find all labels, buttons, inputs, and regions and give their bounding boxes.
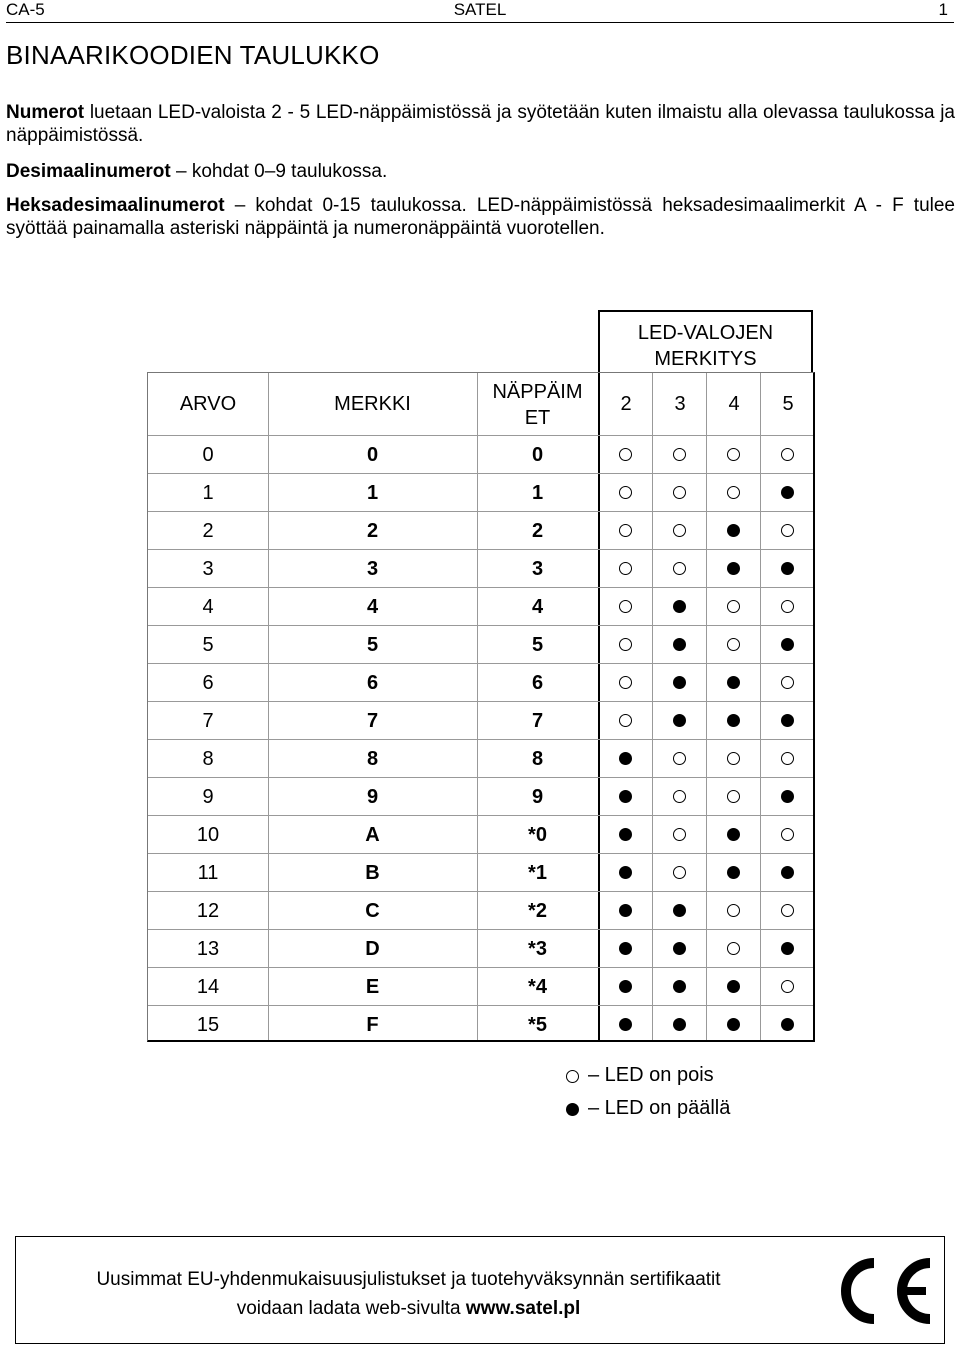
col-header-led-3: 3 — [674, 393, 686, 415]
cell-keys: 5 — [531, 634, 544, 656]
led-off-icon — [673, 828, 686, 841]
table-row — [148, 435, 813, 474]
cell-keys: 0 — [531, 444, 544, 466]
led-on-icon — [727, 828, 740, 841]
led-off-icon — [673, 866, 686, 879]
led-on-icon — [673, 904, 686, 917]
legend-led-off-text: – LED on pois — [588, 1064, 714, 1086]
led-off-icon — [781, 448, 794, 461]
led-off-icon — [727, 790, 740, 803]
led-off-icon — [727, 448, 740, 461]
led-off-icon — [619, 486, 632, 499]
led-off-icon — [673, 448, 686, 461]
cell-keys: *3 — [528, 938, 547, 960]
cell-value: 6 — [202, 672, 214, 694]
led-on-icon — [781, 942, 794, 955]
led-on-icon — [781, 866, 794, 879]
cell-value: 9 — [202, 786, 214, 808]
led-on-icon — [673, 600, 686, 613]
table-body — [147, 372, 815, 1042]
brand-name: SATEL — [453, 0, 507, 19]
led-off-icon — [727, 486, 740, 499]
footer-line2-text: voidaan ladata web-sivulta — [236, 1298, 466, 1319]
table-row — [148, 625, 813, 664]
cell-char: 4 — [366, 596, 379, 618]
cell-char: F — [366, 1014, 379, 1036]
paragraph-numbers-bold: Numerot — [6, 102, 85, 123]
table-row — [148, 967, 813, 1006]
cell-value: 14 — [196, 976, 220, 998]
cell-keys: 7 — [531, 710, 544, 732]
paragraph-hex — [6, 194, 955, 240]
led-off-icon — [781, 752, 794, 765]
led-on-icon — [727, 562, 740, 575]
cell-char: 7 — [366, 710, 379, 732]
col-header-led-5: 5 — [782, 393, 794, 415]
col-header-keys-line2: ET — [524, 407, 551, 429]
led-off-icon — [727, 638, 740, 651]
cell-value: 4 — [202, 596, 214, 618]
led-on-icon — [673, 676, 686, 689]
cell-value: 12 — [196, 900, 220, 922]
led-off-icon — [619, 600, 632, 613]
cell-value: 1 — [202, 482, 214, 504]
paragraph-decimal-text: – kohdat 0–9 taulukossa. — [170, 161, 388, 182]
led-on-icon — [619, 904, 632, 917]
cell-keys: *0 — [528, 824, 547, 846]
table-row — [148, 1005, 813, 1044]
led-on-icon — [673, 942, 686, 955]
paragraph-hex-bold: Heksadesimaalinumerot — [6, 195, 225, 216]
led-off-icon — [727, 942, 740, 955]
led-on-icon — [727, 866, 740, 879]
led-off-icon — [673, 524, 686, 537]
table-row — [148, 815, 813, 854]
cell-keys: *2 — [528, 900, 547, 922]
led-off-icon — [781, 600, 794, 613]
footer-box — [15, 1236, 945, 1344]
led-on-icon — [727, 1018, 740, 1031]
table-row — [148, 739, 813, 778]
table-row — [148, 663, 813, 702]
table-row — [148, 511, 813, 550]
cell-char: 1 — [366, 482, 379, 504]
col-header-keys — [477, 373, 598, 435]
table-row — [148, 587, 813, 626]
cell-char: 3 — [366, 558, 379, 580]
led-on-icon — [619, 790, 632, 803]
col-header-led-2: 2 — [620, 393, 632, 415]
led-on-icon — [781, 562, 794, 575]
page-title: BINAARIKOODIEN TAULUKKO — [6, 40, 380, 70]
led-off-icon — [781, 980, 794, 993]
led-on-icon — [673, 714, 686, 727]
led-on-icon — [781, 638, 794, 651]
led-on-icon — [566, 1103, 579, 1116]
led-off-icon — [727, 904, 740, 917]
page-header — [6, 0, 954, 23]
cell-value: 15 — [196, 1014, 220, 1036]
table-row — [148, 929, 813, 968]
led-on-icon — [781, 790, 794, 803]
table-row — [148, 549, 813, 588]
cell-keys: *5 — [528, 1014, 547, 1036]
led-off-icon — [673, 752, 686, 765]
paragraph-decimal-bold: Desimaalinumerot — [6, 161, 171, 182]
led-header-line1: LED-VALOJEN — [637, 322, 774, 344]
document-code: CA-5 — [6, 0, 45, 19]
col-header-value: ARVO — [179, 393, 237, 415]
led-off-icon — [781, 524, 794, 537]
footer-text — [16, 1265, 801, 1323]
led-off-icon — [619, 524, 632, 537]
col-header-keys-line1: NÄPPÄIM — [492, 381, 583, 403]
cell-keys: 4 — [531, 596, 544, 618]
led-off-icon — [673, 486, 686, 499]
cell-value: 8 — [202, 748, 214, 770]
led-on-icon — [619, 866, 632, 879]
led-on-icon — [619, 752, 632, 765]
paragraph-numbers — [6, 101, 955, 147]
cell-char: A — [365, 824, 380, 846]
footer-line2 — [16, 1294, 801, 1323]
led-on-icon — [727, 980, 740, 993]
cell-char: 2 — [366, 520, 379, 542]
website-link[interactable]: www.satel.pl — [465, 1298, 581, 1319]
led-off-icon — [727, 752, 740, 765]
cell-keys: 3 — [531, 558, 544, 580]
led-off-icon — [619, 638, 632, 651]
led-on-icon — [781, 1018, 794, 1031]
cell-char: C — [365, 900, 380, 922]
led-off-icon — [673, 562, 686, 575]
cell-value: 10 — [196, 824, 220, 846]
led-off-icon — [566, 1070, 579, 1083]
led-on-icon — [781, 714, 794, 727]
led-on-icon — [619, 828, 632, 841]
led-off-icon — [781, 828, 794, 841]
footer-line1: Uusimmat EU-yhdenmukaisuusjulistukset ja tuotehyväksynnän sertifikaatit — [96, 1269, 721, 1290]
col-header-led-4: 4 — [728, 393, 740, 415]
cell-value: 7 — [202, 710, 214, 732]
cell-keys: *4 — [528, 976, 547, 998]
cell-value: 5 — [202, 634, 214, 656]
led-on-icon — [619, 1018, 632, 1031]
led-on-icon — [673, 1018, 686, 1031]
led-off-icon — [619, 562, 632, 575]
cell-value: 2 — [202, 520, 214, 542]
table-row — [148, 777, 813, 816]
ce-mark-icon — [826, 1253, 936, 1329]
cell-char: 5 — [366, 634, 379, 656]
cell-value: 0 — [202, 444, 214, 466]
paragraph-hex-text: – kohdat 0-15 taulukossa. LED-näppäimistössä heksadesimaalimerkit A - F tulee syöttää painamalla asteriski näppäintä ja numeronäppäintä vuorotellen. — [6, 195, 955, 239]
cell-value: 11 — [197, 862, 219, 884]
led-off-icon — [619, 714, 632, 727]
cell-char: 8 — [366, 748, 379, 770]
led-on-icon — [727, 714, 740, 727]
cell-char: 9 — [366, 786, 379, 808]
led-on-icon — [727, 676, 740, 689]
table-row — [148, 853, 813, 892]
led-off-icon — [673, 790, 686, 803]
table-row — [148, 891, 813, 930]
led-on-icon — [619, 942, 632, 955]
led-header — [598, 310, 813, 372]
cell-value: 13 — [196, 938, 220, 960]
legend-led-on-text: – LED on päällä — [588, 1097, 731, 1119]
led-on-icon — [673, 638, 686, 651]
cell-keys: 2 — [531, 520, 544, 542]
cell-char: D — [365, 938, 380, 960]
cell-value: 3 — [202, 558, 214, 580]
led-on-icon — [673, 980, 686, 993]
led-on-icon — [727, 524, 740, 537]
cell-char: B — [365, 862, 380, 884]
cell-char: 0 — [366, 444, 379, 466]
cell-keys: *1 — [528, 862, 547, 884]
cell-keys: 9 — [531, 786, 544, 808]
table-row — [148, 473, 813, 512]
led-header-line2: MERKITYS — [654, 348, 757, 370]
led-off-icon — [727, 600, 740, 613]
table-row — [148, 701, 813, 740]
binary-code-table — [147, 310, 815, 1042]
led-on-icon — [619, 980, 632, 993]
led-off-icon — [619, 448, 632, 461]
cell-char: 6 — [366, 672, 379, 694]
cell-char: E — [365, 976, 380, 998]
cell-keys: 1 — [531, 482, 544, 504]
led-off-icon — [781, 904, 794, 917]
cell-keys: 6 — [531, 672, 544, 694]
paragraph-decimal — [6, 160, 955, 183]
led-off-icon — [619, 676, 632, 689]
paragraph-numbers-text: luetaan LED-valoista 2 - 5 LED-näppäimistössä ja syötetään kuten ilmaistu alla olevassa taulukossa ja näppäimistössä. — [6, 102, 955, 146]
led-on-icon — [781, 486, 794, 499]
cell-keys: 8 — [531, 748, 544, 770]
col-header-char: MERKKI — [334, 393, 411, 415]
page-number: 1 — [938, 0, 948, 19]
led-off-icon — [781, 676, 794, 689]
